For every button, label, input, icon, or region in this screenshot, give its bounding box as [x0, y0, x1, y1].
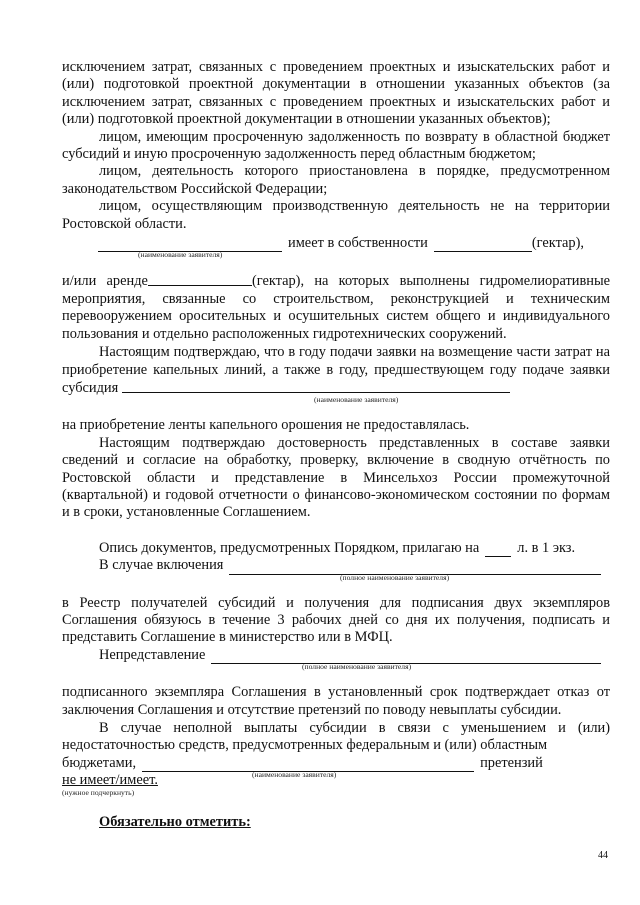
inclusion-caption: (полное наименование заявителя) [340, 572, 450, 582]
partial-line [62, 755, 610, 772]
inventory-line [62, 540, 610, 557]
lease-prefix: и/или аренде [62, 273, 148, 290]
section-heading: Обязательно отметить: [99, 813, 251, 830]
paragraph-lease [62, 272, 610, 343]
paragraph-confirm-accuracy: Настоящим подтверждаю достоверность представленных в составе заявки сведений и согласие на обработку, проверку, включение в сводную отчётность по Ростовской области и представление в Минсельхоз России промежуточной (квартальной) и годовой отчетности о финансово-экономическом состоянии по формам и в сроки, установленные Соглашением. [62, 434, 610, 521]
paragraph-debt: лицом, имеющим просроченную задолженность по возврату в областной бюджет субсидий и иную просроченную задолженность перед областным бюджетом; [62, 128, 610, 163]
paragraph-refusal: подписанного экземпляра Соглашения в установленный срок подтверждает отказ от заключения Соглашения и отсутствие претензий по поводу невыплаты субсидии. [62, 684, 610, 718]
applicant-name-blank-2[interactable] [122, 379, 510, 393]
ownership-unit: (гектар), [531, 235, 585, 252]
leased-hectares-blank[interactable] [148, 272, 252, 286]
document-body [62, 59, 610, 831]
paragraph-confirm-no-subsidy [62, 344, 610, 397]
claims-choice[interactable]: не имеет/имеет. [62, 772, 158, 789]
confirm1-caption: (наименование заявителя) [314, 395, 399, 405]
partial-budgets: бюджетами, [62, 754, 137, 771]
paragraph-territory: лицом, осуществляющим производственную деятельность не на территории Ростовской области. [62, 198, 610, 232]
ownership-caption: (наименование заявителя) [138, 250, 223, 260]
choice-caption: (нужное подчеркнуть) [62, 787, 135, 797]
inventory-suffix: л. в 1 экз. [517, 539, 576, 556]
partial-caption: (наименование заявителя) [252, 770, 337, 780]
owned-hectares-blank[interactable] [434, 238, 532, 252]
partial-claims: претензий [480, 754, 543, 771]
confirm1-text: Настоящим подтверждаю, что в году подачи заявки на возмещение части затрат на приобретение капельных линий, а также в году, предшествующем году подаче заявки субсидия [62, 344, 610, 396]
paragraph-exclusion: исключением затрат, связанных с проведением проектных и изыскательских работ и (или) подготовкой проектной документации в отношении указанных объектов (за исключением затрат, связанных с проведением проектных и изыскательских работ и (или) подготовкой проектной документации в отношении указанных объектов); [62, 59, 610, 128]
sheet-count-blank[interactable] [485, 543, 511, 557]
paragraph-suspended: лицом, деятельность которого приостановлена в порядке, предусмотренном законодательством Российской Федерации; [62, 163, 610, 197]
page-number: 44 [598, 850, 608, 861]
paragraph-registry: в Реестр получателей субсидий и получения для подписания двух экземпляров Соглашения обязуюсь в течение 3 рабочих дней со дня их получения, подписать и представить Соглашение в министерство или в МФЦ. [62, 594, 610, 646]
inventory-prefix: Опись документов, предусмотренных Порядком, прилагаю на [99, 539, 480, 556]
nonsubmission-caption: (полное наименование заявителя) [302, 662, 412, 672]
ownership-text: имеет в собственности [288, 235, 428, 252]
nonsubmission-prefix: Непредставление [99, 646, 206, 663]
inclusion-prefix: В случае включения [99, 557, 224, 574]
lease-text: (гектар), на которых выполнены гидромелиоративные мероприятия, связанные со строительством, реконструкцией и техническим перевооружением оросительных и осушительных систем общего и индивидуального пользования и отдельно расположенных гидротехнических сооружений. [62, 273, 611, 342]
inclusion-line [62, 557, 610, 574]
paragraph-partial-payment: В случае неполной выплаты субсидии в связи с уменьшением и (или) недостаточностью средств, предусмотренных федеральным и (или) областным [62, 720, 610, 754]
choice-line [62, 772, 610, 789]
paragraph-confirm-continuation: на приобретение ленты капельного орошения не предоставлялась. [62, 417, 470, 434]
